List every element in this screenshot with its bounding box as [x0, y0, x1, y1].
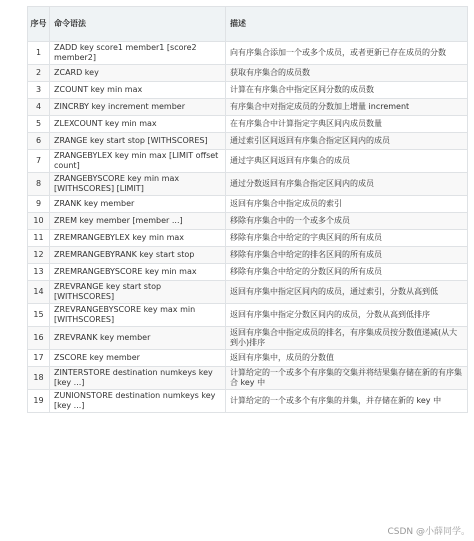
table-row: [28, 133, 468, 150]
row-index: 14: [28, 281, 50, 304]
description-cell: 移除有序集合中的一个或多个成员: [226, 213, 468, 230]
header-description: 描述: [226, 7, 468, 42]
command-syntax-cell: ZINCRBY key increment member: [50, 99, 226, 116]
description-cell: 通过字典区间返回有序集合的成员: [226, 150, 468, 173]
command-syntax-cell: ZRANGEBYLEX key min max [LIMIT offset count]: [50, 150, 226, 173]
command-syntax-cell: ZSCORE key member: [50, 350, 226, 367]
row-index: 13: [28, 264, 50, 281]
table-header-row: [28, 7, 468, 42]
table-row: [28, 116, 468, 133]
table-row: [28, 247, 468, 264]
command-syntax-cell: ZRANGEBYSCORE key min max [WITHSCORES] [LIMIT]: [50, 173, 226, 196]
command-syntax-cell: ZCOUNT key min max: [50, 82, 226, 99]
command-syntax-cell: ZREVRANGEBYSCORE key max min [WITHSCORES]: [50, 304, 226, 327]
command-syntax-cell: ZRANGE key start stop [WITHSCORES]: [50, 133, 226, 150]
table-row: [28, 82, 468, 99]
command-syntax-cell: ZINTERSTORE destination numkeys key [key ...]: [50, 367, 226, 390]
row-index: 1: [28, 42, 50, 65]
header-command-syntax: 命令语法: [50, 7, 226, 42]
row-index: 7: [28, 150, 50, 173]
row-index: 16: [28, 327, 50, 350]
description-cell: 计算给定的一个或多个有序集的交集并将结果集存储在新的有序集合 key 中: [226, 367, 468, 390]
command-syntax-cell: ZREMRANGEBYLEX key min max: [50, 230, 226, 247]
description-cell: 移除有序集合中给定的分数区间的所有成员: [226, 264, 468, 281]
description-cell: 向有序集合添加一个或多个成员，或者更新已存在成员的分数: [226, 42, 468, 65]
description-cell: 计算给定的一个或多个有序集的并集，并存储在新的 key 中: [226, 390, 468, 413]
csdn-watermark: CSDN @小薛同学。: [387, 527, 470, 537]
table-row: [28, 173, 468, 196]
table-body: [28, 42, 468, 413]
table-row: [28, 42, 468, 65]
row-index: 2: [28, 65, 50, 82]
row-index: 15: [28, 304, 50, 327]
redis-sorted-set-commands-table: [27, 6, 468, 413]
row-index: 8: [28, 173, 50, 196]
table-row: [28, 196, 468, 213]
command-syntax-cell: ZREMRANGEBYRANK key start stop: [50, 247, 226, 264]
row-index: 18: [28, 367, 50, 390]
description-cell: 计算在有序集合中指定区间分数的成员数: [226, 82, 468, 99]
table-row: [28, 264, 468, 281]
description-cell: 移除有序集合中给定的排名区间的所有成员: [226, 247, 468, 264]
command-syntax-cell: ZLEXCOUNT key min max: [50, 116, 226, 133]
description-cell: 返回有序集合中指定成员的排名，有序集成员按分数值递减(从大到小)排序: [226, 327, 468, 350]
table-row: [28, 281, 468, 304]
description-cell: 返回有序集中指定分数区间内的成员，分数从高到低排序: [226, 304, 468, 327]
command-syntax-cell: ZADD key score1 member1 [score2 member2]: [50, 42, 226, 65]
description-cell: 在有序集合中计算指定字典区间内成员数量: [226, 116, 468, 133]
command-syntax-cell: ZREVRANK key member: [50, 327, 226, 350]
description-cell: 返回有序集合中指定成员的索引: [226, 196, 468, 213]
description-cell: 获取有序集合的成员数: [226, 65, 468, 82]
header-index: 序号: [28, 7, 50, 42]
table-row: [28, 150, 468, 173]
command-syntax-cell: ZRANK key member: [50, 196, 226, 213]
row-index: 3: [28, 82, 50, 99]
table-row: [28, 327, 468, 350]
row-index: 10: [28, 213, 50, 230]
command-syntax-cell: ZREVRANGE key start stop [WITHSCORES]: [50, 281, 226, 304]
row-index: 19: [28, 390, 50, 413]
row-index: 17: [28, 350, 50, 367]
command-syntax-cell: ZREM key member [member ...]: [50, 213, 226, 230]
row-index: 9: [28, 196, 50, 213]
row-index: 4: [28, 99, 50, 116]
table-row: [28, 304, 468, 327]
row-index: 11: [28, 230, 50, 247]
table-row: [28, 367, 468, 390]
row-index: 5: [28, 116, 50, 133]
table-row: [28, 230, 468, 247]
description-cell: 移除有序集合中给定的字典区间的所有成员: [226, 230, 468, 247]
table-row: [28, 99, 468, 116]
table-row: [28, 350, 468, 367]
command-syntax-cell: ZUNIONSTORE destination numkeys key [key ...]: [50, 390, 226, 413]
table-row: [28, 213, 468, 230]
table-row: [28, 65, 468, 82]
description-cell: 返回有序集中，成员的分数值: [226, 350, 468, 367]
row-index: 12: [28, 247, 50, 264]
description-cell: 通过分数返回有序集合指定区间内的成员: [226, 173, 468, 196]
row-index: 6: [28, 133, 50, 150]
description-cell: 通过索引区间返回有序集合指定区间内的成员: [226, 133, 468, 150]
command-syntax-cell: ZCARD key: [50, 65, 226, 82]
description-cell: 返回有序集中指定区间内的成员，通过索引，分数从高到低: [226, 281, 468, 304]
table-row: [28, 390, 468, 413]
command-syntax-cell: ZREMRANGEBYSCORE key min max: [50, 264, 226, 281]
description-cell: 有序集合中对指定成员的分数加上增量 increment: [226, 99, 468, 116]
